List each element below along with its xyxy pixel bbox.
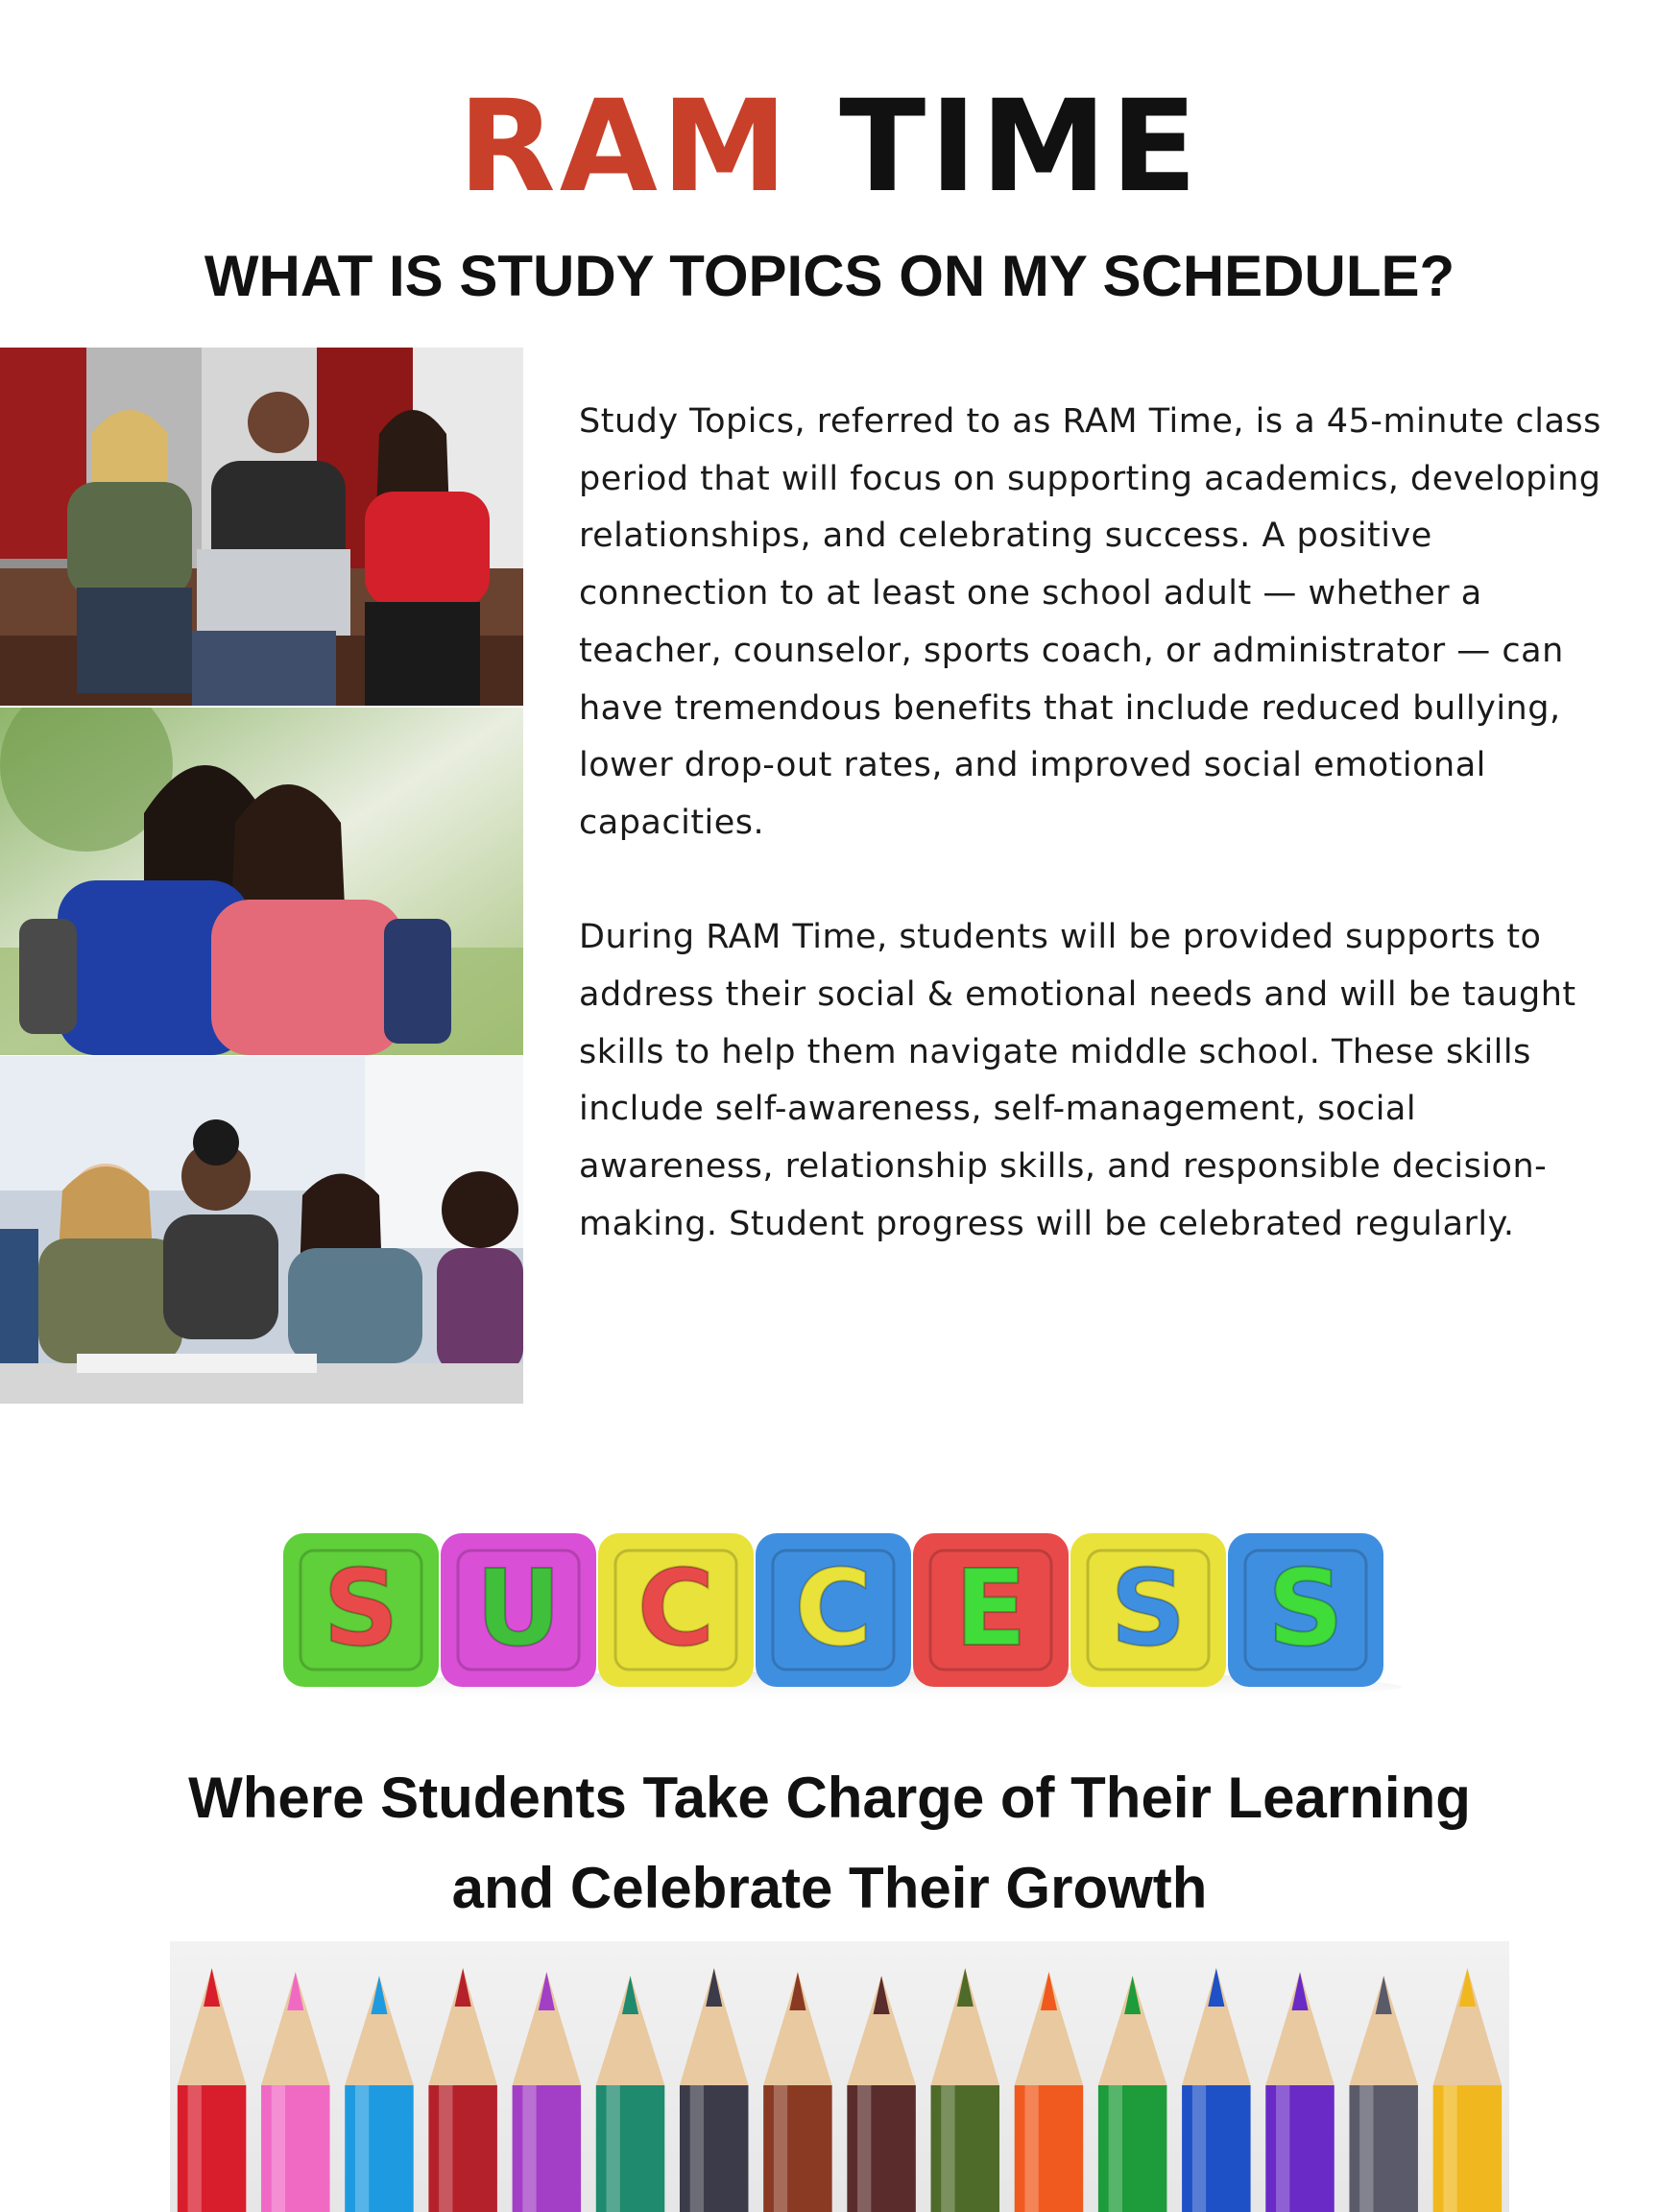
colored-pencils-image: [170, 1941, 1509, 2212]
page-title: [0, 75, 1659, 219]
page-subtitle: WHAT IS STUDY TOPICS ON MY SCHEDULE?: [204, 244, 1455, 308]
girls-hugging-photo: [0, 708, 523, 1055]
success-block-letter: U: [475, 1547, 562, 1670]
success-block: [1070, 1533, 1226, 1687]
success-block-letter: C: [794, 1547, 873, 1670]
body-text: [579, 394, 1616, 1254]
success-blocks-graphic: [278, 1522, 1450, 1752]
tagline-line-1: Where Students Take Charge of Their Learning: [188, 1766, 1471, 1830]
success-block: [283, 1533, 439, 1687]
success-block-letter: C: [637, 1547, 715, 1670]
paragraph-1: Study Topics, referred to as RAM Time, is a 45-minute class period that will focus on supporting academics, developing relationships, and celebrating success. A positive connection to at least one school adult — whether a teacher, counselor, sports coach, or administrator — can have tremendous benefits that include reduced bullying, lower drop-out rates, and improved social emotional capacities.: [579, 402, 1601, 842]
students-studying-photo: [0, 1056, 523, 1404]
success-block: [1228, 1533, 1383, 1687]
paragraph-2: During RAM Time, students will be provided supports to address their social & emotional needs and will be taught skills to help them navigate middle school. These skills include self-awareness, self-management, social awareness, relationship skills, and responsible decision-making. Student progress will be celebrated regularly.: [579, 918, 1576, 1243]
success-block: [441, 1533, 596, 1687]
title-time: TIME: [839, 73, 1201, 221]
success-block-letter: E: [954, 1547, 1027, 1670]
success-block: [598, 1533, 754, 1687]
success-block: [913, 1533, 1069, 1687]
success-block: [756, 1533, 911, 1687]
tagline: [0, 1753, 1659, 1934]
title-ram: RAM: [458, 73, 792, 221]
success-block-letter: S: [323, 1547, 399, 1670]
students-laptop-photo: [0, 348, 523, 706]
success-block-letter: S: [1267, 1547, 1344, 1670]
tagline-line-2: and Celebrate Their Growth: [451, 1856, 1208, 1920]
success-block-letter: S: [1110, 1547, 1187, 1670]
